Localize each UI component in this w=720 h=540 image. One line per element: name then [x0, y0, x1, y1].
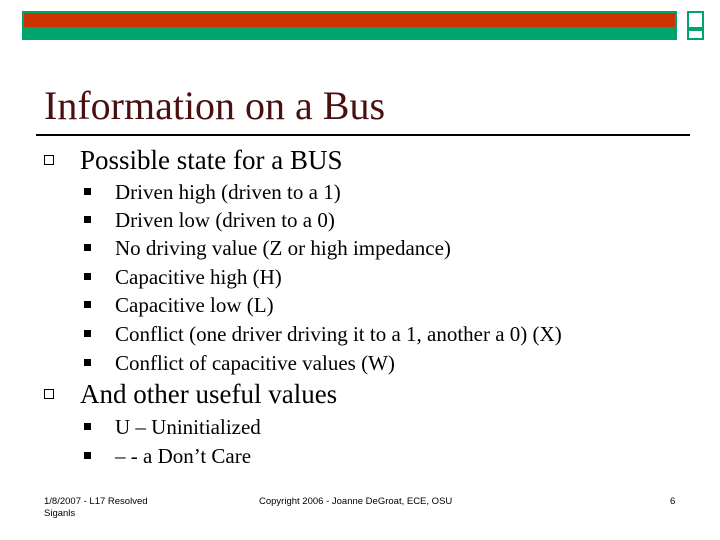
footer-left-line1: 1/8/2007 - L17 Resolved — [44, 496, 148, 507]
footer-copyright: Copyright 2006 - Joanne DeGroat, ECE, OSU — [259, 496, 453, 507]
subbullet-text: U – Uninitialized — [115, 415, 261, 439]
footer-page-number: 6 — [670, 496, 676, 507]
filled-square-bullet-icon — [84, 301, 91, 308]
filled-square-bullet-icon — [84, 273, 91, 280]
hollow-square-bullet-icon — [44, 389, 54, 399]
subbullet-text: Driven low (driven to a 0) — [115, 208, 335, 232]
filled-square-bullet-icon — [84, 330, 91, 337]
decorative-square-top — [687, 11, 704, 29]
subbullet-text: Conflict of capacitive values (W) — [115, 351, 395, 375]
decorative-green-bar — [22, 29, 677, 40]
title-divider — [36, 134, 690, 136]
slide-title: Information on a Bus — [44, 83, 386, 128]
decorative-red-bar — [22, 11, 677, 29]
subbullet-text: No driving value (Z or high impedance) — [115, 236, 451, 260]
footer-date-title — [44, 496, 148, 520]
subbullet-text: – - a Don’t Care — [115, 444, 252, 468]
filled-square-bullet-icon — [84, 188, 91, 195]
bullet-text: And other useful values — [80, 379, 338, 409]
subbullet-text: Capacitive high (H) — [115, 265, 282, 289]
filled-square-bullet-icon — [84, 452, 91, 459]
hollow-square-bullet-icon — [44, 155, 54, 165]
filled-square-bullet-icon — [84, 423, 91, 430]
filled-square-bullet-icon — [84, 244, 91, 251]
decorative-square-bottom — [687, 29, 704, 40]
filled-square-bullet-icon — [84, 359, 91, 366]
subbullet-text: Driven high (driven to a 1) — [115, 180, 341, 204]
subbullet-text: Capacitive low (L) — [115, 293, 274, 317]
bullet-text: Possible state for a BUS — [80, 145, 343, 175]
footer-left-line2: Siganls — [44, 508, 76, 519]
subbullet-text: Conflict (one driver driving it to a 1, another a 0) (X) — [115, 322, 562, 346]
filled-square-bullet-icon — [84, 216, 91, 223]
